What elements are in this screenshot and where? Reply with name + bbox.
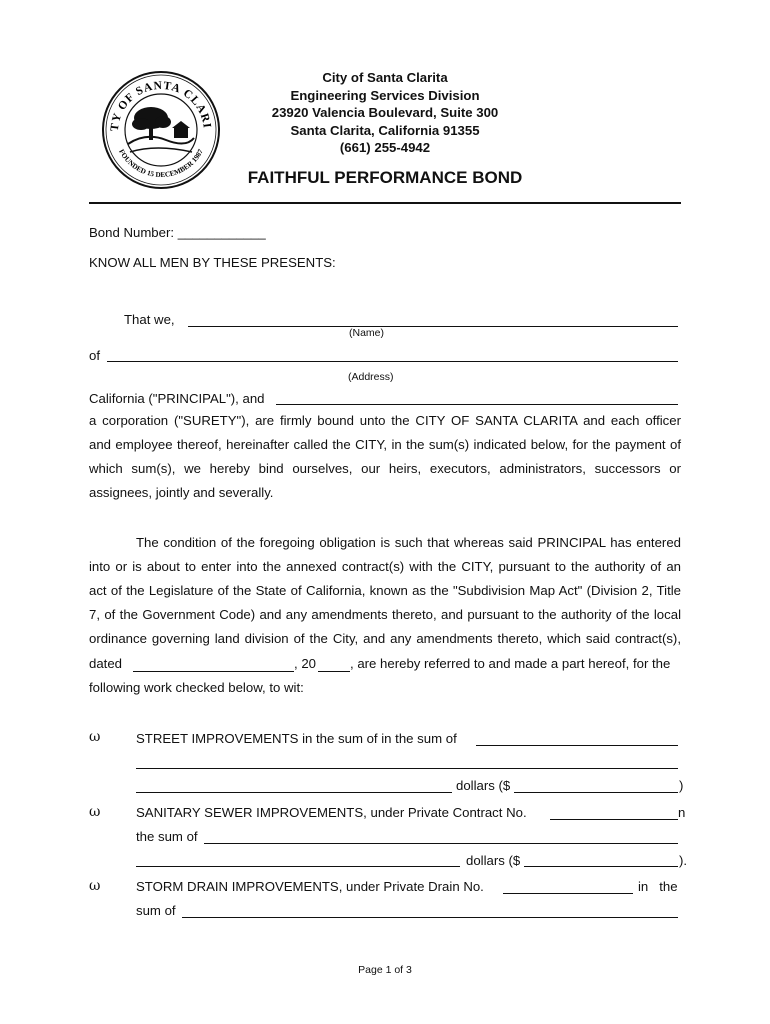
dated-field[interactable] [133,671,294,672]
seal-top-text: TY OF SANTA CLARI [108,79,213,132]
address-caption: (Address) [348,371,394,383]
seal-bottom-text: FOUNDED 15 DECEMBER 1987 [117,147,205,180]
office-header [230,69,540,157]
street-dollars-label: dollars ($ [456,778,511,793]
sewer-sum-label: the sum of [136,829,198,844]
header-phone: (661) 255-4942 [339,140,431,155]
dated-year-prefix: , 20 [294,656,316,671]
binding-line-2: and employee thereof, hereinafter called the CITY, in the sum(s) indicated below, for the payment of [89,437,681,452]
street-dollars-close: ) [679,778,684,793]
storm-sum-label: sum of [136,903,176,918]
street-amount-words-field[interactable] [136,768,678,769]
principal-name-field[interactable] [188,326,678,327]
storm-label: STORM DRAIN IMPROVEMENTS, under Private Drain No. [136,879,484,894]
street-dollars-field[interactable] [514,792,678,793]
sewer-label: SANITARY SEWER IMPROVEMENTS, under Private Contract No. [136,805,527,820]
header-division: Engineering Services Division [290,87,480,103]
condition-line-4: 7, of the Government Code) and any amendments thereto, and pursuant to the authority of the local [89,607,681,622]
condition-paragraph [89,531,681,651]
binding-line-3: which sum(s), we hereby bind ourselves, our heirs, executors, administrators, successors or [89,461,681,476]
condition-line-2: into or is about to enter into the annexed contract(s) with the CITY, pursuant to the authority of an [89,559,681,574]
binding-paragraph [89,409,681,505]
storm-checkbox[interactable]: ω [89,878,101,894]
dated-label: dated [89,656,123,671]
sewer-label-tail: n [678,805,686,820]
sewer-amount-words-field[interactable] [136,866,460,867]
dated-year-field[interactable] [318,671,350,672]
street-amount-field[interactable] [476,745,678,746]
bond-number-label: Bond Number: ____________ [89,225,266,240]
condition-line-3: act of the Legislature of the State of California, known as the "Subdivision Map Act" (Division 2, Title [89,583,681,598]
street-checkbox[interactable]: ω [89,729,101,745]
sewer-amount-field[interactable] [204,843,678,844]
storm-in-the: in the [638,879,678,894]
following-work-label: following work checked below, to wit: [89,680,304,695]
know-all-heading: KNOW ALL MEN BY THESE PRESENTS: [89,255,336,270]
header-city: City of Santa Clarita [322,70,448,85]
sewer-checkbox[interactable]: ω [89,804,101,820]
of-label: of [89,348,100,363]
binding-line-4: assignees, jointly and severally. [89,485,274,500]
surety-name-field[interactable] [276,404,678,405]
page-number: Page 1 of 3 [358,964,412,976]
street-amount-words-field-2[interactable] [136,792,452,793]
document-title: FAITHFUL PERFORMANCE BOND [247,168,523,187]
principal-label: California ("PRINCIPAL"), and [89,391,265,406]
sewer-dollars-field[interactable] [524,866,678,867]
condition-line-1: The condition of the foregoing obligation is such that whereas said PRINCIPAL has entered [136,535,681,550]
storm-drain-number-field[interactable] [503,893,633,894]
city-seal-graphic [96,62,226,192]
sewer-contract-field[interactable] [550,819,678,820]
city-seal [96,62,226,192]
storm-amount-field[interactable] [182,917,678,918]
that-we-label: That we, [124,312,175,327]
binding-line-1: a corporation ("SURETY"), are firmly bound unto the CITY OF SANTA CLARITA and each officer [89,413,681,428]
sewer-dollars-label: dollars ($ [466,853,521,868]
dated-suffix: , are hereby referred to and made a part hereof, for the [350,656,671,671]
header-city-state: Santa Clarita, California 91355 [290,122,480,138]
principal-address-field[interactable] [107,361,678,362]
title-rule [89,202,681,204]
street-label: STREET IMPROVEMENTS in the sum of in the sum of [136,731,457,746]
sewer-dollars-close: ). [679,853,688,868]
condition-line-5: ordinance governing land division of the City, and any amendments thereto, which said contract(s), [89,631,681,646]
header-street: 23920 Valencia Boulevard, Suite 300 [271,105,499,120]
name-caption: (Name) [349,327,385,339]
